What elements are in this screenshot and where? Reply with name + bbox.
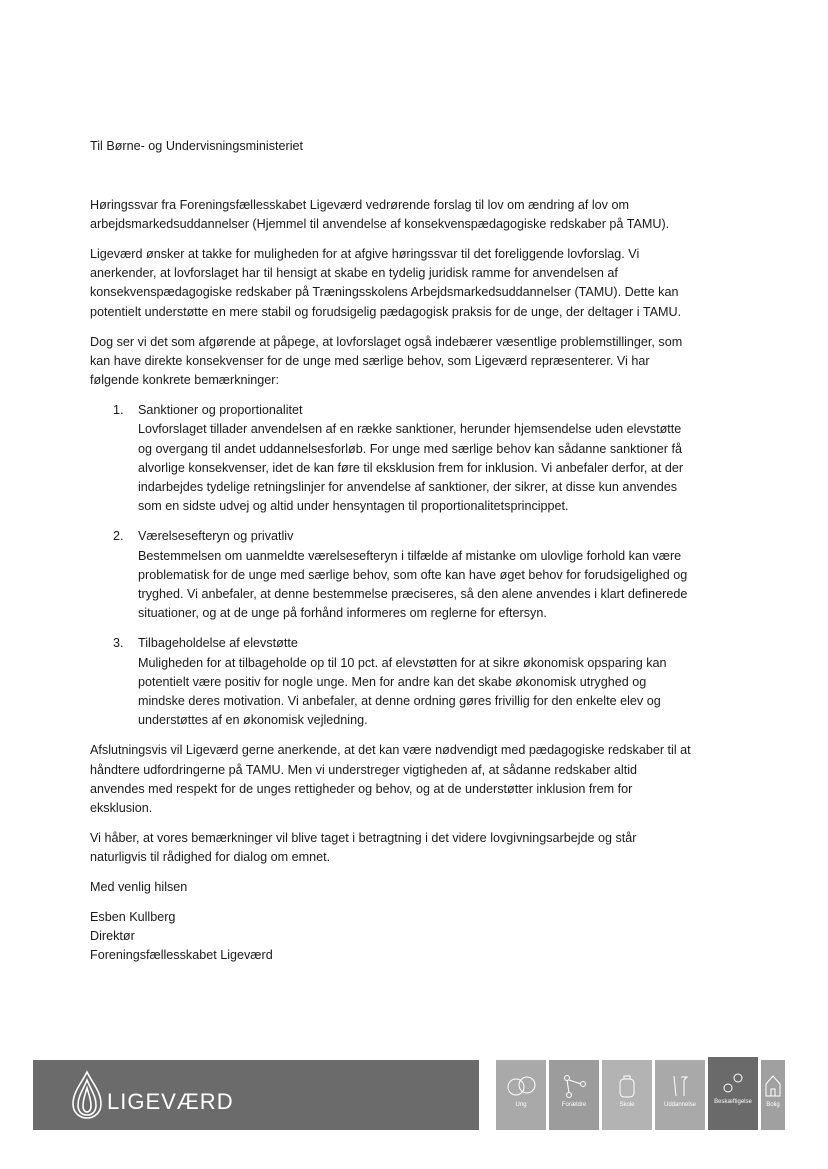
text-line: Dog ser vi det som afgørende at påpege, at lovforslaget også indebærer væsentlige problemstillinger, som bbox=[90, 334, 683, 349]
signature bbox=[90, 908, 770, 966]
faces-icon bbox=[506, 1074, 536, 1098]
list-item-heading: Sanktioner og proportionalitet bbox=[138, 402, 303, 417]
tools-icon bbox=[665, 1074, 695, 1098]
gears-icon bbox=[718, 1071, 748, 1095]
tile-label: Beskæftigelse bbox=[714, 1099, 752, 1105]
list-item-heading: Tilbageholdelse af elevstøtte bbox=[138, 636, 298, 651]
paragraph-2 bbox=[90, 333, 770, 391]
text-line: konsekvenspædagogiske redskaber på Træningsskolens Arbejdsmarkedsuddannelser (TAMU). Dette kan bbox=[90, 285, 679, 300]
tile-label: Forældre bbox=[561, 1102, 587, 1108]
text-line: Ligeværd ønsker at takke for muligheden for at afgive høringssvar til det foreliggende lovforslag. Vi bbox=[90, 246, 640, 261]
text-line: potentielt være positiv for nogle unge. Men for andre kan det skabe økonomisk utryghed og bbox=[138, 674, 647, 689]
text-line: Bestemmelsen om uanmeldte værelsesefteryn i tilfælde af mistanke om ulovlige forhold kan være bbox=[138, 548, 682, 563]
recipient: Til Børne- og Undervisningsministeriet bbox=[90, 139, 303, 153]
ligevaerd-logo bbox=[71, 1070, 234, 1120]
text-line: Vi håber, at vores bemærkninger vil blive taget i betragtning i det videre lovgivningsarbejde og står bbox=[90, 830, 637, 845]
text-line: tryghed. Vi anbefaler, at denne bestemmelse præciseres, så den alene anvendes i klart definerede bbox=[138, 587, 688, 602]
text-line: og overgang til andet uddannelsesforløb. For unge med særlige behov kan sådanne sanktioner få bbox=[138, 441, 682, 456]
list-item bbox=[90, 634, 770, 730]
text-line: understøttes af en økonomisk vejledning. bbox=[138, 713, 368, 728]
signature-title: Direktør bbox=[90, 929, 135, 944]
flame-logo-icon bbox=[71, 1070, 103, 1120]
text-line: anvendes med respekt for de unges rettigheder og behov, og at de understøtter inklusion frem for bbox=[90, 781, 633, 796]
text-line: alvorlige konsekvenser, idet de kan føre til eksklusion frem for inklusion. Vi anbefaler derfor, at der bbox=[138, 460, 684, 475]
text-line: anerkender, at lovforslaget har til hensigt at skabe en tydelig juridisk ramme for anvendelsen af bbox=[90, 266, 618, 281]
hope-paragraph bbox=[90, 829, 770, 868]
text-line: arbejdsmarkedsuddannelser (Hjemmel til anvendelse af konsekvenspædagogiske redskaber på TAMU). bbox=[90, 217, 670, 232]
tile-foraeldre[interactable] bbox=[549, 1060, 599, 1130]
text-line: Muligheden for at tilbageholde op til 10 pct. af elevstøtten for at sikre økonomisk opsparing kan bbox=[138, 655, 667, 670]
tile-uddannelse[interactable] bbox=[655, 1060, 705, 1130]
tile-ung[interactable] bbox=[496, 1060, 546, 1130]
text-line: eksklusion. bbox=[90, 801, 153, 816]
intro-paragraph bbox=[90, 196, 770, 235]
footer-banner bbox=[33, 1060, 783, 1130]
logo-text: LIGEVÆRD bbox=[107, 1089, 234, 1114]
greeting: Med venlig hilsen bbox=[90, 880, 188, 894]
text-line: Lovforslaget tillader anvendelsen af en række sanktioner, herunder hjemsendelse uden elevstøtte bbox=[138, 422, 682, 437]
text-line: situationer, og at de unge på forhånd informeres om reglerne for eftersyn. bbox=[138, 606, 547, 621]
text-line: følgende konkrete bemærkninger: bbox=[90, 373, 280, 388]
list-number: 3. bbox=[113, 636, 124, 651]
tile-beskaeftigelse[interactable] bbox=[708, 1057, 758, 1130]
backpack-icon bbox=[612, 1074, 642, 1098]
house-icon bbox=[763, 1074, 783, 1098]
letter-body bbox=[90, 137, 770, 976]
list-number: 1. bbox=[113, 402, 124, 417]
tile-label: Ung bbox=[515, 1102, 527, 1108]
tile-label: Uddannelse bbox=[663, 1102, 697, 1108]
logo-band bbox=[33, 1060, 479, 1130]
text-line: håndtere udfordringerne på TAMU. Men vi understreger vigtigheden af, at sådanne redskaber altid bbox=[90, 762, 637, 777]
text-line: Høringssvar fra Foreningsfællesskabet Ligeværd vedrørende forslag til lov om ændring af lov om bbox=[90, 197, 629, 212]
text-line: problematisk for de unge med særlige behov, som ofte kan have øget behov for forudsigelighed og bbox=[138, 567, 688, 582]
list-number: 2. bbox=[113, 529, 124, 544]
text-line: kan have direkte konsekvenser for de unge med særlige behov, som Ligeværd repræsenterer. Vi har bbox=[90, 353, 650, 368]
signature-org: Foreningsfællesskabet Ligeværd bbox=[90, 948, 273, 963]
signature-name: Esben Kullberg bbox=[90, 909, 176, 924]
paragraph-1 bbox=[90, 245, 770, 322]
text-line: som en sidste udvej og altid under hensyntagen til proportionalitetsprincippet. bbox=[138, 499, 569, 514]
list-item bbox=[90, 527, 770, 623]
text-line: Afslutningsvis vil Ligeværd gerne anerkende, at det kan være nødvendigt med pædagogiske redskaber til at bbox=[90, 743, 691, 758]
tile-skole[interactable] bbox=[602, 1060, 652, 1130]
closing-paragraph bbox=[90, 741, 770, 818]
text-line: potentielt understøtte en mere stabil og forudsigelig pædagogisk praksis for de unge, der deltager i TAMU. bbox=[90, 304, 682, 319]
text-line: naturligvis til rådighed for dialog om emnet. bbox=[90, 850, 331, 865]
text-line: mindske deres motivation. Vi anbefaler, at denne ordning gøres frivillig for den enkelte elev og bbox=[138, 694, 661, 709]
tile-bolig[interactable] bbox=[761, 1060, 785, 1130]
list-item bbox=[90, 401, 770, 517]
list-item-heading: Værelsesefteryn og privatliv bbox=[138, 529, 294, 544]
network-icon bbox=[559, 1074, 589, 1098]
tile-label: Bolig bbox=[766, 1102, 780, 1108]
tile-label: Skole bbox=[619, 1102, 635, 1108]
text-line: indarbejdes tydelige retningslinjer for anvendelse af sanktioner, der sikrer, at disse kun anvendes bbox=[138, 480, 678, 495]
